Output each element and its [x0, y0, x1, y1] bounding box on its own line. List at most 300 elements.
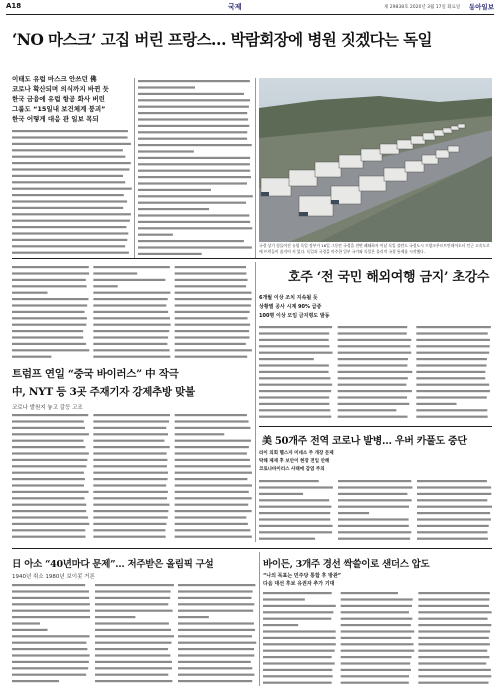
text-line — [12, 252, 129, 254]
text-line — [95, 622, 169, 624]
lead-body-column-2 — [138, 78, 253, 256]
text-line — [12, 420, 84, 422]
text-line — [175, 336, 250, 338]
text-line — [416, 409, 487, 411]
text-line — [178, 674, 254, 676]
lead-body-column-1 — [12, 128, 132, 256]
text-line — [12, 336, 83, 338]
text-line — [175, 414, 247, 416]
issue-date: 제 29838호 2020년 3월 17일 화요일 — [384, 5, 461, 10]
text-line — [175, 279, 248, 281]
text-line — [263, 630, 336, 632]
text-line — [175, 304, 251, 306]
text-line — [93, 311, 168, 313]
text-line — [418, 643, 489, 645]
text-line — [93, 304, 166, 306]
text-line — [338, 499, 412, 501]
text-line — [175, 472, 252, 474]
text-line — [259, 531, 332, 533]
lead-deck-line: 코로나 확산되며 의식까지 바뀐 듯 — [12, 85, 109, 93]
article-headline-us: 美 50개주 전역 코로나 발병… 우버 카풀도 중단 — [262, 436, 467, 447]
text-line — [259, 358, 314, 360]
text-line — [259, 384, 332, 386]
text-line — [259, 416, 331, 418]
text-line — [93, 465, 167, 467]
deck-line: 다음 대선 후보 유권자 추가 기대 — [263, 581, 335, 587]
text-line — [175, 324, 250, 326]
text-line — [418, 624, 491, 626]
text-line — [341, 682, 409, 684]
text-line — [341, 656, 412, 658]
text-line — [93, 491, 168, 493]
text-line — [338, 512, 369, 514]
text-line — [12, 484, 84, 486]
article-body-us — [259, 478, 492, 544]
text-line — [263, 592, 332, 594]
text-line — [12, 654, 90, 656]
text-line — [12, 465, 86, 467]
text-line — [418, 650, 487, 652]
text-line — [178, 642, 256, 644]
text-line — [138, 138, 247, 140]
text-line — [93, 349, 169, 351]
text-line — [338, 326, 408, 328]
text-line — [95, 584, 174, 586]
text-line — [263, 598, 305, 600]
text-line — [418, 605, 489, 607]
text-line — [12, 536, 86, 538]
text-line — [175, 343, 246, 345]
text-line — [138, 131, 247, 133]
text-line — [263, 643, 336, 645]
lead-deck-line: 한국 어떻게 대응 관 일보 목되 — [12, 115, 99, 123]
text-line — [341, 650, 415, 652]
text-line — [12, 213, 131, 215]
text-line — [416, 377, 485, 379]
text-line — [178, 603, 254, 605]
text-line — [178, 661, 251, 663]
text-line — [175, 311, 250, 313]
text-line — [259, 525, 333, 527]
text-line — [175, 272, 247, 274]
text-lines — [12, 264, 252, 360]
text-line — [178, 654, 254, 656]
text-line — [259, 396, 329, 398]
text-line — [138, 189, 211, 191]
text-line — [259, 377, 330, 379]
article-kicker-trump: 코로나 발원지 놓고 갈등 고조 — [12, 405, 83, 411]
text-line — [175, 446, 249, 448]
text-line — [138, 240, 244, 242]
text-line — [259, 339, 329, 341]
text-line — [259, 538, 315, 540]
text-line — [263, 650, 335, 652]
text-line — [259, 332, 329, 334]
text-line — [138, 86, 195, 88]
text-line — [12, 446, 85, 448]
text-line — [417, 506, 492, 508]
column-divider — [255, 78, 256, 258]
text-line — [93, 529, 165, 531]
text-line — [12, 130, 128, 132]
column-divider — [259, 552, 260, 686]
text-line — [12, 427, 85, 429]
text-line — [338, 480, 411, 482]
section-rule — [12, 548, 492, 549]
text-line — [416, 371, 485, 373]
article-deck-us — [259, 450, 371, 474]
text-line — [416, 384, 489, 386]
text-line — [12, 529, 85, 531]
text-line — [416, 332, 487, 334]
text-line — [12, 497, 84, 499]
text-line — [418, 669, 491, 671]
text-line — [12, 603, 90, 605]
text-line — [341, 618, 413, 620]
text-line — [12, 266, 89, 268]
text-line — [338, 538, 410, 540]
text-line — [416, 396, 486, 398]
text-line — [416, 358, 487, 360]
text-line — [259, 390, 331, 392]
text-line — [12, 661, 89, 663]
text-line — [341, 598, 413, 600]
text-line — [93, 510, 168, 512]
text-line — [95, 610, 173, 612]
text-line — [175, 484, 252, 486]
text-line — [12, 597, 89, 599]
masthead — [6, 2, 494, 15]
deck-line: “나의 목표는 민주당 통합 후 방관” — [263, 573, 342, 579]
text-line — [263, 662, 335, 664]
photo-illustration — [259, 78, 492, 242]
text-line — [338, 506, 409, 508]
text-line — [338, 371, 413, 373]
deck-line: 탁해 제재 후 보안이 현장 전입 안해 — [259, 459, 330, 464]
text-line — [263, 605, 336, 607]
text-line — [417, 531, 488, 533]
text-line — [93, 292, 170, 294]
section-label: 국제 — [228, 3, 242, 11]
text-line — [12, 516, 88, 518]
text-line — [417, 480, 487, 482]
text-line — [259, 364, 329, 366]
text-line — [259, 499, 329, 501]
text-line — [12, 194, 124, 196]
text-line — [12, 168, 130, 170]
text-line — [338, 486, 412, 488]
text-line — [259, 506, 331, 508]
text-line — [95, 667, 172, 669]
article-headline-trump-2: 中, NYT 등 3곳 주재기자 강제추방 맞불 — [12, 386, 195, 398]
article-body-trump — [12, 412, 252, 542]
text-line — [138, 125, 249, 127]
text-line — [341, 624, 411, 626]
text-line — [12, 584, 85, 586]
text-line — [95, 661, 172, 663]
text-line — [12, 232, 128, 234]
text-line — [338, 518, 409, 520]
text-line — [178, 667, 252, 669]
text-line — [12, 491, 89, 493]
photo-caption: 국경 상기 힘들어진 유럽 독일 정부가 16일 그동안 국경을 전면 폐쇄하자 이날 독일 폴란드 국경도시 프랑크푸르트안데어오더 인근 고속도로에 트럭들이 줄지어 서 있다. 독일과 국경을 마주한 일부 국가와 독일은 물리적 국경 통제를 시작했다. — [259, 243, 490, 254]
text-line — [418, 682, 488, 684]
text-line — [341, 662, 411, 664]
text-line — [416, 390, 490, 392]
text-line — [175, 504, 249, 506]
text-line — [175, 440, 251, 442]
text-line — [12, 590, 89, 592]
text-line — [93, 272, 137, 274]
lead-deck-line: 이태도 유럽 마스크 안쓰던 佛 — [12, 75, 97, 83]
article-deck-australia — [259, 294, 369, 321]
text-line — [138, 150, 194, 152]
text-line — [175, 285, 246, 287]
text-line — [12, 478, 85, 480]
text-line — [338, 525, 409, 527]
text-line — [12, 156, 125, 158]
text-line — [138, 234, 173, 236]
text-line — [338, 364, 408, 366]
text-line — [12, 622, 40, 624]
text-line — [178, 635, 252, 637]
text-line — [259, 352, 333, 354]
text-line — [338, 377, 408, 379]
text-line — [416, 326, 491, 328]
text-line — [259, 486, 333, 488]
text-line — [95, 680, 172, 682]
text-line — [95, 635, 174, 637]
text-line — [175, 516, 247, 518]
text-line — [417, 518, 491, 520]
text-line — [138, 80, 250, 82]
text-line — [263, 656, 332, 658]
section-rule — [259, 426, 492, 427]
article-headline-biden: 바이든, 3개주 경선 싹쓸이로 샌더스 압도 — [263, 559, 430, 570]
text-line — [12, 181, 125, 183]
text-line — [138, 208, 209, 210]
text-line — [12, 523, 89, 525]
text-line — [93, 414, 170, 416]
text-line — [138, 227, 252, 229]
text-line — [138, 93, 244, 95]
text-line — [12, 188, 132, 190]
lead-deck-line: 그룹도 “15일내 보건체계 붕괴” — [12, 105, 106, 113]
text-line — [175, 330, 249, 332]
text-line — [12, 200, 127, 202]
text-line — [418, 675, 491, 677]
text-line — [338, 416, 408, 418]
text-line — [93, 266, 170, 268]
text-line — [259, 409, 330, 411]
text-line — [95, 674, 168, 676]
deck-line: 상황별 공사 시계 90% 급증 — [259, 304, 322, 310]
text-line — [12, 239, 127, 241]
text-lines — [12, 128, 132, 256]
text-line — [259, 480, 319, 482]
text-line — [263, 675, 333, 677]
text-line — [418, 598, 489, 600]
text-line — [93, 343, 167, 345]
text-line — [12, 311, 85, 313]
text-line — [416, 345, 489, 347]
text-line — [138, 144, 252, 146]
text-line — [178, 648, 254, 650]
text-line — [12, 472, 84, 474]
text-line — [12, 629, 48, 631]
text-line — [338, 409, 397, 411]
text-line — [416, 352, 489, 354]
text-line — [418, 637, 489, 639]
text-line — [175, 459, 250, 461]
text-line — [178, 680, 252, 682]
news-photo-truck-queue — [259, 78, 492, 242]
text-line — [12, 452, 89, 454]
text-line — [12, 304, 87, 306]
column-divider — [255, 262, 256, 542]
text-line — [175, 433, 225, 435]
text-line — [341, 630, 415, 632]
text-line — [175, 420, 249, 422]
text-line — [93, 472, 168, 474]
text-line — [178, 622, 254, 624]
text-line — [175, 356, 248, 358]
text-line — [12, 136, 128, 138]
text-line — [138, 106, 249, 108]
text-line — [175, 427, 251, 429]
text-line — [93, 484, 166, 486]
text-line — [418, 592, 489, 594]
text-line — [95, 603, 168, 605]
text-line — [417, 499, 487, 501]
text-line — [175, 298, 252, 300]
text-line — [12, 680, 59, 682]
text-line — [178, 584, 255, 586]
text-line — [93, 478, 167, 480]
text-line — [341, 669, 411, 671]
text-line — [338, 332, 407, 334]
deck-line: 라이 의회 헬스자 미네소 주 개장 문제 — [259, 451, 334, 456]
text-line — [259, 345, 330, 347]
text-line — [12, 674, 86, 676]
text-line — [416, 416, 487, 418]
text-line — [138, 253, 202, 255]
text-line — [12, 143, 131, 145]
text-line — [338, 352, 412, 354]
text-line — [263, 611, 333, 613]
lead-headline: ‘NO 마스크’ 고집 버린 프랑스… 박람회장에 병원 짓겠다는 독일 — [12, 30, 432, 49]
text-line — [95, 642, 172, 644]
deck-line: 6개월 이상 조치 지속될 듯 — [259, 295, 318, 301]
text-line — [178, 616, 209, 618]
text-line — [416, 403, 456, 405]
text-line — [338, 403, 410, 405]
text-line — [338, 339, 412, 341]
text-line — [338, 345, 411, 347]
text-line — [341, 675, 409, 677]
text-line — [138, 214, 249, 216]
text-line — [417, 493, 491, 495]
text-line — [175, 349, 252, 351]
text-line — [12, 279, 86, 281]
text-line — [175, 292, 252, 294]
text-line — [12, 616, 90, 618]
text-line — [138, 157, 250, 159]
text-line — [93, 324, 170, 326]
text-line — [178, 590, 253, 592]
section-rule — [12, 258, 492, 259]
text-line — [93, 516, 167, 518]
text-line — [95, 597, 170, 599]
text-line — [338, 390, 412, 392]
text-lines — [263, 590, 492, 686]
text-line — [93, 433, 168, 435]
text-line — [12, 459, 87, 461]
text-line — [12, 504, 86, 506]
text-line — [138, 182, 247, 184]
text-line — [259, 518, 330, 520]
text-line — [178, 597, 252, 599]
text-line — [93, 317, 170, 319]
text-line — [95, 654, 170, 656]
text-line — [12, 207, 123, 209]
text-line — [95, 648, 168, 650]
text-line — [12, 610, 90, 612]
text-line — [138, 221, 250, 223]
text-line — [259, 403, 329, 405]
text-line — [138, 118, 248, 120]
text-line — [418, 618, 487, 620]
text-line — [259, 493, 303, 495]
text-line — [259, 326, 332, 328]
article-headline-japan: 日 아소 “40년마다 문제”… 저주받은 올림픽 구설 — [12, 559, 214, 570]
text-line — [93, 298, 167, 300]
text-line — [263, 618, 331, 620]
text-lines — [259, 478, 492, 544]
text-line — [95, 590, 171, 592]
text-line — [338, 531, 411, 533]
text-line — [12, 149, 123, 151]
text-line — [93, 523, 166, 525]
text-line — [12, 642, 86, 644]
text-line — [178, 610, 253, 612]
text-line — [12, 667, 88, 669]
text-line — [341, 643, 414, 645]
text-line — [93, 536, 165, 538]
text-line — [12, 226, 126, 228]
text-line — [12, 317, 87, 319]
text-line — [416, 364, 486, 366]
text-line — [175, 491, 249, 493]
text-line — [417, 538, 488, 540]
text-line — [12, 343, 86, 345]
text-line — [12, 162, 131, 164]
text-line — [263, 669, 332, 671]
text-line — [263, 682, 332, 684]
text-line — [138, 99, 250, 101]
text-line — [175, 536, 252, 538]
text-line — [138, 163, 250, 165]
text-line — [95, 616, 135, 618]
text-line — [175, 510, 252, 512]
article-headline-trump: 트럼프 연일 “중국 바이러스” 中 작극 — [12, 368, 179, 380]
text-line — [418, 630, 490, 632]
text-line — [341, 611, 409, 613]
text-line — [12, 635, 90, 637]
text-line — [93, 427, 166, 429]
text-line — [93, 279, 165, 281]
text-line — [93, 452, 166, 454]
